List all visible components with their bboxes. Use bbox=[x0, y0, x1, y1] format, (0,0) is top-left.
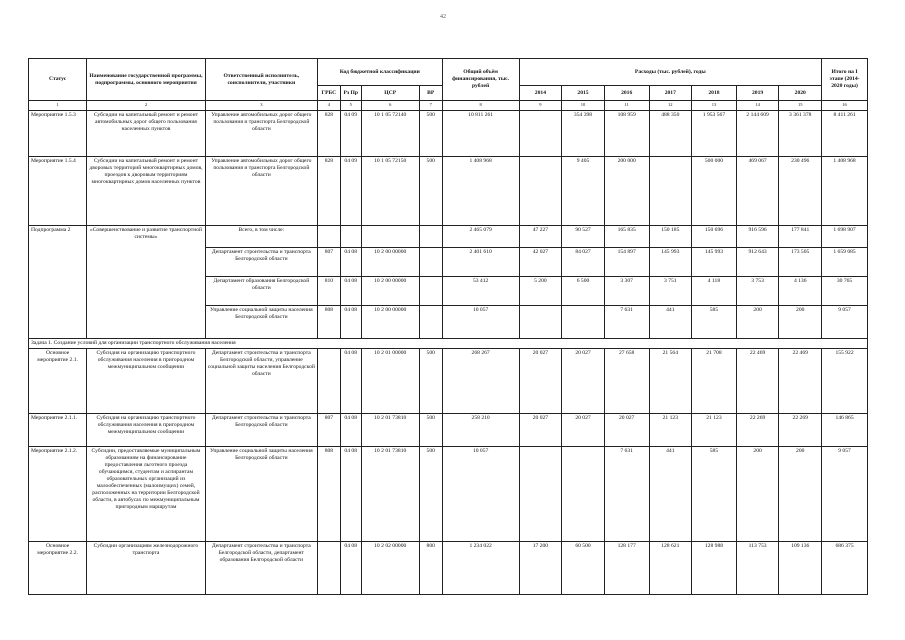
table-row bbox=[29, 414, 868, 447]
row-y2020: 200 bbox=[779, 447, 822, 542]
row-y2017: 128 621 bbox=[649, 542, 692, 595]
row-y2014: 42 027 bbox=[519, 248, 562, 277]
row-y2017: 441 bbox=[649, 306, 692, 339]
header-year: 2020 bbox=[779, 86, 822, 101]
header-budget-code: Код бюджетной классификации bbox=[317, 59, 442, 86]
row-y2015: 20 027 bbox=[562, 349, 605, 414]
header-stage-total: Итого на I этапе (2014-2020 годы) bbox=[822, 59, 868, 101]
column-number: 12 bbox=[649, 101, 692, 111]
row-y2016: 20 027 bbox=[604, 414, 649, 447]
row-status: Мероприятие 2.1.2. bbox=[29, 447, 87, 542]
table-row bbox=[29, 447, 868, 542]
row-y2017: 21 564 bbox=[649, 349, 692, 414]
row-y2015 bbox=[562, 447, 605, 542]
row-responsible: Управление социальной защиты населения Белгородской области bbox=[205, 447, 317, 542]
row-rz-pr: 04 08 bbox=[340, 447, 361, 542]
row-csr: 10 2 00 00000 bbox=[361, 306, 419, 339]
row-y2020: 22 469 bbox=[779, 349, 822, 414]
row-y2019: 2 144 609 bbox=[736, 111, 779, 157]
row-responsible: Всего, в том числе: bbox=[205, 226, 317, 248]
row-stage-total: 1 659 085 bbox=[822, 248, 868, 277]
row-csr: 10 2 02 00000 bbox=[361, 542, 419, 595]
row-rz-pr: 04 08 bbox=[340, 542, 361, 595]
row-y2020: 177 841 bbox=[779, 226, 822, 248]
row-vr: 800 bbox=[419, 542, 442, 595]
row-y2017: 21 123 bbox=[649, 414, 692, 447]
row-y2018: 500 000 bbox=[692, 157, 737, 226]
row-y2018: 150 696 bbox=[692, 226, 737, 248]
row-y2015: 90 527 bbox=[562, 226, 605, 248]
row-y2018: 585 bbox=[692, 447, 737, 542]
row-total: 10 057 bbox=[442, 447, 519, 542]
row-y2018: 21 123 bbox=[692, 414, 737, 447]
row-csr: 10 2 00 00000 bbox=[361, 248, 419, 277]
row-stage-total: 155 922 bbox=[822, 349, 868, 414]
row-rz-pr: 04 08 bbox=[340, 349, 361, 414]
row-y2015: 9 405 bbox=[562, 157, 605, 226]
row-y2017: 3 751 bbox=[649, 277, 692, 306]
table-row bbox=[29, 542, 868, 595]
header-csr: ЦСР bbox=[361, 86, 419, 101]
budget-table bbox=[28, 58, 868, 595]
header-program-name: Наименование государственной программы, подпрограммы, основного мероприятия bbox=[87, 59, 206, 101]
row-stage-total: 686 375 bbox=[822, 542, 868, 595]
column-number: 15 bbox=[779, 101, 822, 111]
row-grbs: 810 bbox=[317, 277, 340, 306]
header-year: 2016 bbox=[604, 86, 649, 101]
column-number: 10 bbox=[562, 101, 605, 111]
row-total: 268 267 bbox=[442, 349, 519, 414]
row-csr: 10 2 01 00000 bbox=[361, 349, 419, 414]
row-y2019: 916 596 bbox=[736, 226, 779, 248]
row-y2014 bbox=[519, 447, 562, 542]
column-number: 13 bbox=[692, 101, 737, 111]
row-responsible: Департамент строительства и транспорта Белгородской области bbox=[205, 248, 317, 277]
row-y2016: 3 307 bbox=[604, 277, 649, 306]
column-number: 8 bbox=[442, 101, 519, 111]
row-total: 2 401 610 bbox=[442, 248, 519, 277]
row-y2016: 7 631 bbox=[604, 447, 649, 542]
row-grbs: 828 bbox=[317, 157, 340, 226]
header-expenses: Расходы (тыс. рублей), годы bbox=[519, 59, 821, 86]
column-number: 1 bbox=[29, 101, 87, 111]
row-y2016: 27 658 bbox=[604, 349, 649, 414]
column-number: 14 bbox=[736, 101, 779, 111]
row-y2019: 22 469 bbox=[736, 349, 779, 414]
row-vr: 500 bbox=[419, 157, 442, 226]
row-stage-total: 1 698 907 bbox=[822, 226, 868, 248]
column-number: 6 bbox=[361, 101, 419, 111]
header-year: 2018 bbox=[692, 86, 737, 101]
row-total: 10 057 bbox=[442, 306, 519, 339]
row-rz-pr: 04 08 bbox=[340, 306, 361, 339]
row-total: 1 408 968 bbox=[442, 157, 519, 226]
row-stage-total: 146 865 bbox=[822, 414, 868, 447]
row-total: 2 465 079 bbox=[442, 226, 519, 248]
row-rz-pr: 04 08 bbox=[340, 277, 361, 306]
row-stage-total: 9 057 bbox=[822, 447, 868, 542]
subprogram-name: «Совершенствование и развитие транспортной системы» bbox=[87, 226, 206, 339]
column-number: 16 bbox=[822, 101, 868, 111]
table-row bbox=[29, 111, 868, 157]
row-responsible: Департамент строительства и транспорта Белгородской области bbox=[205, 414, 317, 447]
row-csr: 10 2 01 73810 bbox=[361, 447, 419, 542]
row-y2014: 17 200 bbox=[519, 542, 562, 595]
row-grbs bbox=[317, 349, 340, 414]
column-number: 11 bbox=[604, 101, 649, 111]
row-name: Субсидии организациям железнодорожного транспорта bbox=[87, 542, 206, 595]
row-status: Мероприятие 2.1.1. bbox=[29, 414, 87, 447]
row-stage-total: 1 408 968 bbox=[822, 157, 868, 226]
column-number: 3 bbox=[205, 101, 317, 111]
row-stage-total: 30 765 bbox=[822, 277, 868, 306]
row-y2015: 84 027 bbox=[562, 248, 605, 277]
row-vr: 500 bbox=[419, 349, 442, 414]
row-y2018: 4 118 bbox=[692, 277, 737, 306]
row-y2014: 20 027 bbox=[519, 414, 562, 447]
row-status: Мероприятие 1.5.4 bbox=[29, 157, 87, 226]
row-status: Основное мероприятие 2.2. bbox=[29, 542, 87, 595]
row-csr: 10 1 05 72140 bbox=[361, 111, 419, 157]
header-total-volume: Общий объём финансирования, тыс. рублей bbox=[442, 59, 519, 101]
column-number: 9 bbox=[519, 101, 562, 111]
row-y2017: 150 185 bbox=[649, 226, 692, 248]
row-y2014: 47 227 bbox=[519, 226, 562, 248]
row-y2020: 200 bbox=[779, 306, 822, 339]
row-y2018: 585 bbox=[692, 306, 737, 339]
row-responsible: Департамент строительства и транспорта Белгородской области, департамент образования Белгородской области bbox=[205, 542, 317, 595]
row-y2016: 200 000 bbox=[604, 157, 649, 226]
header-responsible: Ответственный исполнитель, соисполнители, участники bbox=[205, 59, 317, 101]
row-grbs bbox=[317, 226, 340, 248]
row-y2017: 441 bbox=[649, 447, 692, 542]
row-csr: 10 2 01 73810 bbox=[361, 414, 419, 447]
row-rz-pr: 04 09 bbox=[340, 157, 361, 226]
row-total: 53 412 bbox=[442, 277, 519, 306]
row-vr: 500 bbox=[419, 447, 442, 542]
row-rz-pr: 04 09 bbox=[340, 111, 361, 157]
row-y2016: 128 177 bbox=[604, 542, 649, 595]
row-vr bbox=[419, 248, 442, 277]
row-y2014: 20 027 bbox=[519, 349, 562, 414]
page-number: 42 bbox=[440, 14, 446, 20]
column-numbers-row bbox=[29, 101, 868, 111]
row-name: Субсидии на капитальный ремонт и ремонт автомобильных дорог общего пользования населенных пунктов bbox=[87, 111, 206, 157]
row-y2017: 488 350 bbox=[649, 111, 692, 157]
row-y2019: 200 bbox=[736, 306, 779, 339]
row-y2015: 6 500 bbox=[562, 277, 605, 306]
row-y2015: 20 027 bbox=[562, 414, 605, 447]
row-stage-total: 8 411 261 bbox=[822, 111, 868, 157]
row-grbs: 808 bbox=[317, 447, 340, 542]
task-title: Задача 1. Создание условий для организации транспортного обслуживания населения bbox=[29, 339, 868, 349]
row-total: 10 811 261 bbox=[442, 111, 519, 157]
row-y2016: 165 835 bbox=[604, 226, 649, 248]
header-year: 2014 bbox=[519, 86, 562, 101]
row-stage-total: 9 057 bbox=[822, 306, 868, 339]
row-csr: 10 2 00 00000 bbox=[361, 277, 419, 306]
header-year: 2015 bbox=[562, 86, 605, 101]
row-y2019: 22 269 bbox=[736, 414, 779, 447]
row-y2020: 3 361 378 bbox=[779, 111, 822, 157]
row-responsible: Департамент образования Белгородской области bbox=[205, 277, 317, 306]
header-status: Статус bbox=[29, 59, 87, 101]
row-y2019: 469 067 bbox=[736, 157, 779, 226]
row-rz-pr: 04 08 bbox=[340, 414, 361, 447]
row-grbs: 807 bbox=[317, 248, 340, 277]
header-rz-pr: Рз Пр bbox=[340, 86, 361, 101]
row-vr bbox=[419, 226, 442, 248]
row-y2020: 230 496 bbox=[779, 157, 822, 226]
row-y2016: 108 959 bbox=[604, 111, 649, 157]
row-rz-pr bbox=[340, 226, 361, 248]
row-y2020: 4 136 bbox=[779, 277, 822, 306]
row-name: Субсидия на организацию транспортного обслуживания населения в пригородном межмуниципальном сообщении bbox=[87, 414, 206, 447]
row-y2014 bbox=[519, 157, 562, 226]
task-row bbox=[29, 339, 868, 349]
row-y2018: 1 953 567 bbox=[692, 111, 737, 157]
row-responsible: Управление социальной защиты населения Белгородской области bbox=[205, 306, 317, 339]
column-number: 2 bbox=[87, 101, 206, 111]
row-y2020: 109 136 bbox=[779, 542, 822, 595]
row-responsible: Департамент строительства и транспорта Белгородской области, управление социальной защиты населения Белгородской области bbox=[205, 349, 317, 414]
row-grbs bbox=[317, 542, 340, 595]
row-y2018: 145 993 bbox=[692, 248, 737, 277]
row-y2019: 912 643 bbox=[736, 248, 779, 277]
row-y2014 bbox=[519, 111, 562, 157]
row-total: 1 234 022 bbox=[442, 542, 519, 595]
row-total: 258 210 bbox=[442, 414, 519, 447]
row-vr: 500 bbox=[419, 111, 442, 157]
row-status: Мероприятие 1.5.3 bbox=[29, 111, 87, 157]
row-y2019: 200 bbox=[736, 447, 779, 542]
header-vr: ВР bbox=[419, 86, 442, 101]
row-csr bbox=[361, 226, 419, 248]
row-y2020: 22 269 bbox=[779, 414, 822, 447]
row-y2018: 21 708 bbox=[692, 349, 737, 414]
row-responsible: Управление автомобильных дорог общего пользования и транспорта Белгородской области bbox=[205, 111, 317, 157]
row-y2014 bbox=[519, 306, 562, 339]
row-y2015 bbox=[562, 306, 605, 339]
row-y2020: 173 505 bbox=[779, 248, 822, 277]
row-y2015: 60 500 bbox=[562, 542, 605, 595]
row-y2019: 3 753 bbox=[736, 277, 779, 306]
subprogram-row bbox=[29, 226, 868, 248]
row-y2015: 354 398 bbox=[562, 111, 605, 157]
row-responsible: Управление автомобильных дорог общего пользования и транспорта Белгородской области bbox=[205, 157, 317, 226]
row-y2014: 5 200 bbox=[519, 277, 562, 306]
column-number: 7 bbox=[419, 101, 442, 111]
row-rz-pr: 04 08 bbox=[340, 248, 361, 277]
header-year: 2019 bbox=[736, 86, 779, 101]
column-number: 5 bbox=[340, 101, 361, 111]
header-year: 2017 bbox=[649, 86, 692, 101]
row-csr: 10 1 05 72150 bbox=[361, 157, 419, 226]
row-vr bbox=[419, 277, 442, 306]
row-vr bbox=[419, 306, 442, 339]
subprogram-status: Подпрограмма 2 bbox=[29, 226, 87, 339]
table-row bbox=[29, 157, 868, 226]
row-name: Субсидии на капитальный ремонт и ремонт дворовых территорий многоквартирных домов, проездов к дворовым территориям многоквартирных домов населенных пунктов bbox=[87, 157, 206, 226]
table-row bbox=[29, 349, 868, 414]
row-y2016: 7 631 bbox=[604, 306, 649, 339]
row-y2018: 128 988 bbox=[692, 542, 737, 595]
row-name: Субсидии, предоставляемые муниципальным образованиям на финансирование предоставления льготного проезда обучающимся, студентам и аспирантам образовательных организаций из малообеспеченных (малоимущих) семей, расположенных на территории Белгородской области, в автобусах по межмуниципальным пригородным маршрутам bbox=[87, 447, 206, 542]
row-y2017: 145 993 bbox=[649, 248, 692, 277]
row-grbs: 808 bbox=[317, 306, 340, 339]
row-status: Основное мероприятие 2.1. bbox=[29, 349, 87, 414]
row-grbs: 828 bbox=[317, 111, 340, 157]
column-number: 4 bbox=[317, 101, 340, 111]
row-grbs: 807 bbox=[317, 414, 340, 447]
row-y2019: 113 753 bbox=[736, 542, 779, 595]
header-grbs: ГРБС bbox=[317, 86, 340, 101]
row-name: Субсидия на организацию транспортного обслуживания населения в пригородном межмуниципальном сообщении bbox=[87, 349, 206, 414]
row-y2017 bbox=[649, 157, 692, 226]
header-row bbox=[29, 59, 868, 86]
row-y2016: 154 897 bbox=[604, 248, 649, 277]
row-vr: 500 bbox=[419, 414, 442, 447]
